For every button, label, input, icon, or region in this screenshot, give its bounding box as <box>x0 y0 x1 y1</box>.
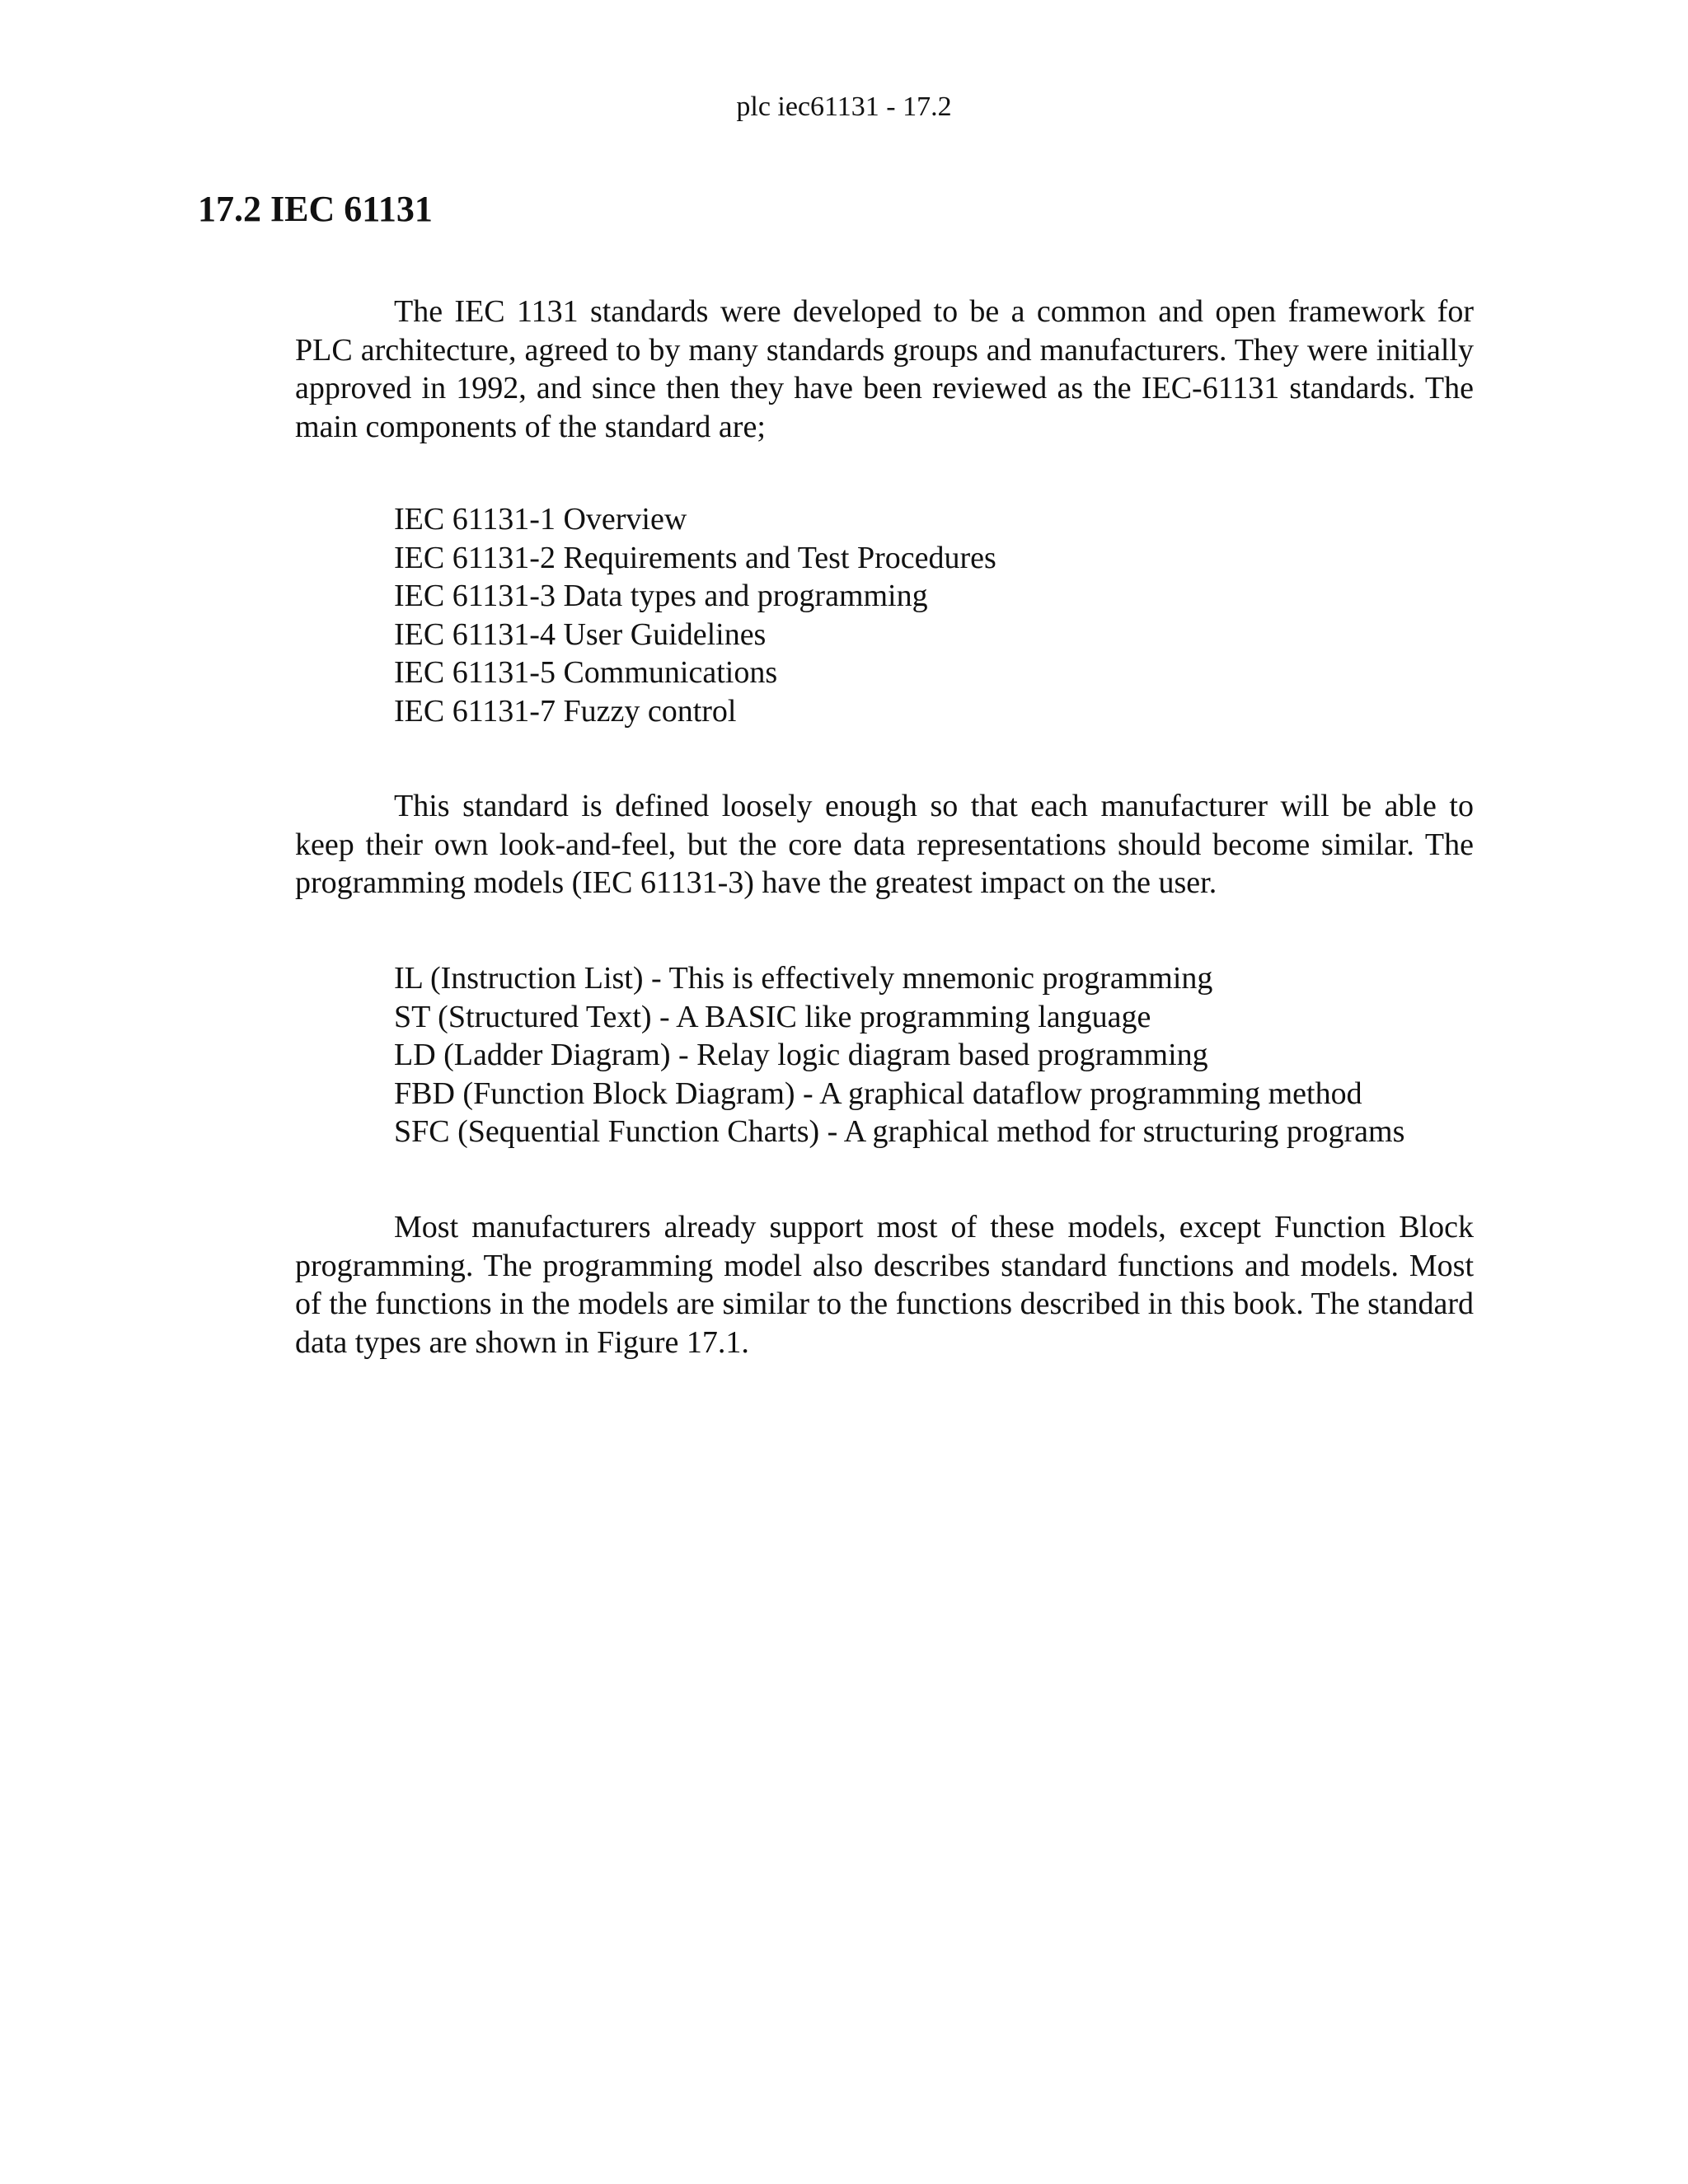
list-item: LD (Ladder Diagram) - Relay logic diagram based programming <box>394 1038 1208 1072</box>
list-item: IEC 61131-5 Communications <box>394 655 778 690</box>
programming-models-list <box>394 959 1548 1151</box>
section-title: 17.2 IEC 61131 <box>198 189 433 229</box>
paragraph-text: This standard is defined loosely enough so that each manufacturer will be able to keep their own look-and-feel, but the core data representations should become similar. The programming models (IEC 61131-3) have the greatest impact on the user. <box>295 789 1474 900</box>
list-item: IEC 61131-3 Data types and programming <box>394 579 928 613</box>
standard-components-list <box>394 500 1548 730</box>
manufacturer-support-paragraph <box>295 1208 1474 1361</box>
intro-paragraph <box>295 293 1474 446</box>
paragraph-text: Most manufacturers already support most of these models, except Function Block programming. The programming model also describes standard functions and models. Most of the functions in the models are similar to the functions described in this book. The standard data types are shown in Figure 17.1. <box>295 1210 1474 1360</box>
list-item: IEC 61131-2 Requirements and Test Procedures <box>394 540 996 575</box>
paragraph-text: The IEC 1131 standards were developed to be a common and open framework for PLC architecture, agreed to by many standards groups and manufacturers. They were initially approved in 1992, and since then they have been reviewed as the IEC-61131 standards. The main components of the standard are; <box>295 294 1474 444</box>
list-item: ST (Structured Text) - A BASIC like programming language <box>394 999 1151 1034</box>
list-item: IEC 61131-1 Overview <box>394 502 687 537</box>
list-item: IL (Instruction List) - This is effectively mnemonic programming <box>394 961 1213 996</box>
standard-description-paragraph <box>295 787 1474 902</box>
list-item: IEC 61131-7 Fuzzy control <box>394 693 737 729</box>
list-item: SFC (Sequential Function Charts) - A graphical method for structuring programs <box>394 1114 1405 1149</box>
list-item: FBD (Function Block Diagram) - A graphical dataflow programming method <box>394 1076 1362 1111</box>
list-item: IEC 61131-4 User Guidelines <box>394 616 767 652</box>
running-header: plc iec61131 - 17.2 <box>736 91 952 122</box>
